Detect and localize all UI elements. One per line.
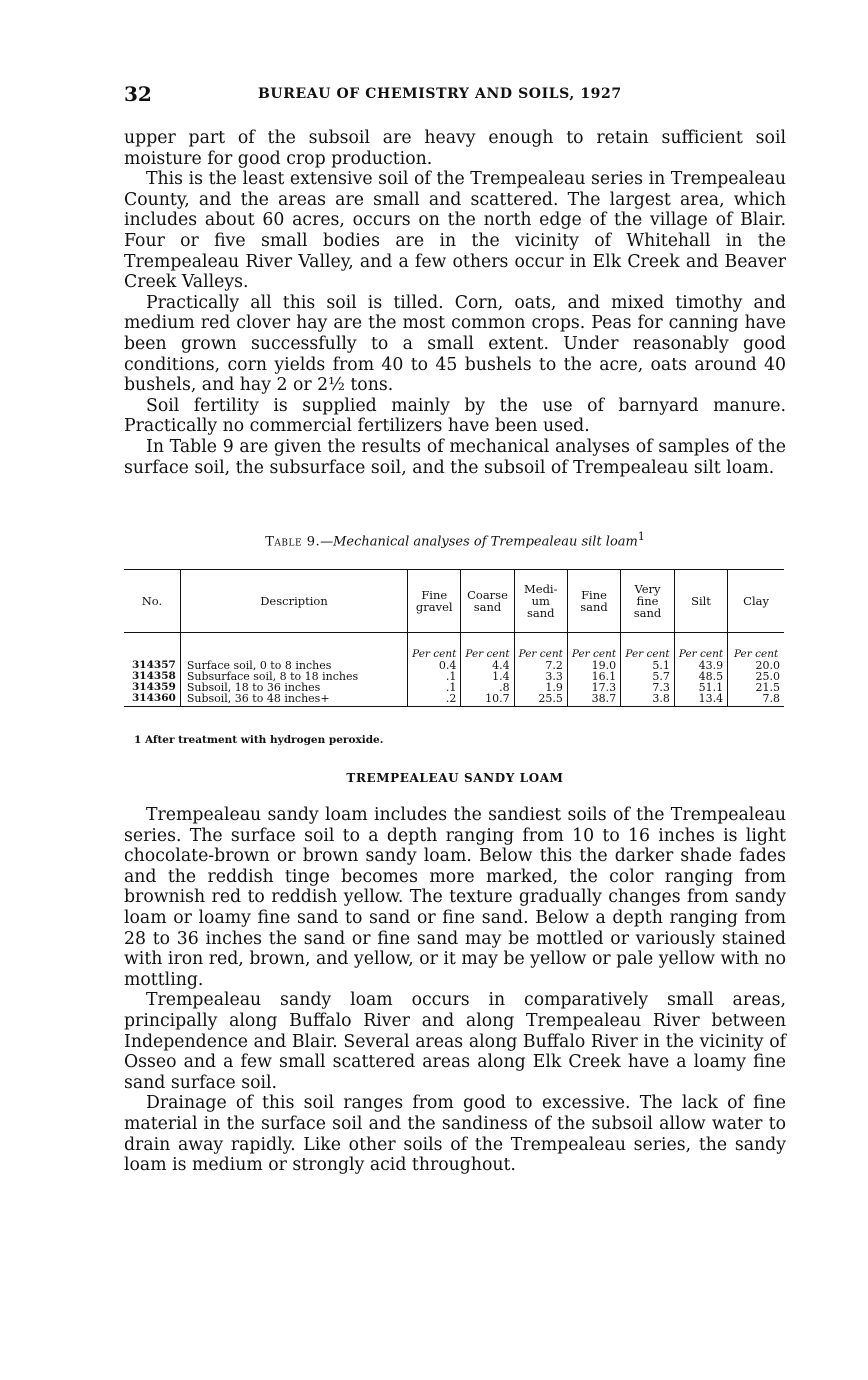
table-cell: 7.8 xyxy=(728,693,784,707)
table-cell: 10.7 xyxy=(461,693,514,707)
units-cell: Per cent xyxy=(408,633,461,661)
sample-description: Surface soil, 0 to 8 inches xyxy=(180,660,407,671)
running-title: BUREAU OF CHEMISTRY AND SOILS, 1927 xyxy=(258,86,622,102)
column-header: Description xyxy=(180,570,407,633)
table-cell: 16.1 xyxy=(567,671,620,682)
paragraph: Soil fertility is supplied mainly by the use of barnyard manure. Practically no commercial fertilizers have been used. xyxy=(124,395,786,437)
units-cell: Per cent xyxy=(461,633,514,661)
table-cell: 13.4 xyxy=(674,693,727,707)
body-text-top xyxy=(124,128,786,478)
units-cell: Per cent xyxy=(621,633,675,661)
table-cell: .2 xyxy=(408,693,461,707)
table-row xyxy=(124,693,784,707)
table-cell: 19.0 xyxy=(567,660,620,671)
column-header: Silt xyxy=(674,570,727,633)
units-cell: Per cent xyxy=(674,633,727,661)
units-row xyxy=(124,633,784,661)
paragraph: Trempealeau sandy loam occurs in comparatively small areas, principally along Buffalo River and along Trempealeau River between Independence and Blair. Several areas along Buffalo River in the vicinity of Osseo and a few small scattered areas along Elk Creek have a loamy fine sand surface soil. xyxy=(124,990,786,1093)
column-header: Fine gravel xyxy=(408,570,461,633)
table-caption-label: Table 9. xyxy=(265,534,321,550)
column-header: Clay xyxy=(728,570,784,633)
table-cell: 7.2 xyxy=(514,660,567,671)
table-cell: 25.0 xyxy=(728,671,784,682)
table-cell: 5.7 xyxy=(621,671,675,682)
section-heading: TREMPEALEAU SANDY LOAM xyxy=(346,771,564,785)
table-cell: 7.3 xyxy=(621,682,675,693)
sample-number: 314360 xyxy=(124,693,180,707)
table-cell: 20.0 xyxy=(728,660,784,671)
table-cell: 51.1 xyxy=(674,682,727,693)
running-head xyxy=(124,82,786,106)
table-cell: 17.3 xyxy=(567,682,620,693)
table-header-row xyxy=(124,570,784,633)
paragraph: Practically all this soil is tilled. Corn, oats, and mixed timothy and medium red clover hay are the most common crops. Peas for canning have been grown successfully to a small extent. Under reasonably good conditions, corn yields from 40 to 45 bushels to the acre, oats around 40 bushels, and hay 2 or 2½ tons. xyxy=(124,292,786,396)
table-cell: 1.9 xyxy=(514,682,567,693)
sample-number: 314357 xyxy=(132,659,176,671)
column-header: Fine sand xyxy=(567,570,620,633)
table-cell: .8 xyxy=(461,682,514,693)
table-cell: 1.4 xyxy=(461,671,514,682)
sample-description: Subsoil, 18 to 36 inches xyxy=(180,682,407,693)
sample-number: 314358 xyxy=(132,670,176,682)
table-cell: .1 xyxy=(408,671,461,682)
column-header: Coarse sand xyxy=(461,570,514,633)
sample-description: Subsurface soil, 8 to 18 inches xyxy=(180,671,407,682)
table-cell: 0.4 xyxy=(408,660,461,671)
table-cell: 5.1 xyxy=(621,660,675,671)
sample-number: 314359 xyxy=(132,681,176,693)
units-cell: Per cent xyxy=(567,633,620,661)
column-header: Very fine sand xyxy=(621,570,675,633)
table-caption xyxy=(124,530,786,549)
sample-description: Subsoil, 36 to 48 inches+ xyxy=(180,693,407,707)
page-number: 32 xyxy=(124,82,152,106)
mechanical-analyses-table xyxy=(124,569,784,707)
table-caption-footnote-mark: 1 xyxy=(637,530,645,543)
units-cell: Per cent xyxy=(728,633,784,661)
table-cell: 25.5 xyxy=(514,693,567,707)
table-caption-title: —Mechanical analyses of Trempealeau silt loam xyxy=(320,534,638,550)
table-cell: 43.9 xyxy=(674,660,727,671)
table-footnote: 1 After treatment with hydrogen peroxide. xyxy=(134,734,384,746)
table-cell: .1 xyxy=(408,682,461,693)
paragraph: Drainage of this soil ranges from good to excessive. The lack of fine material in the surface soil and the sandiness of the subsoil allow water to drain away rapidly. Like other soils of the Trempealeau series, the sandy loam is medium or strongly acid throughout. xyxy=(124,1093,786,1176)
table-cell: 4.4 xyxy=(461,660,514,671)
column-header: No. xyxy=(124,570,180,633)
table-cell: 21.5 xyxy=(728,682,784,693)
units-cell: Per cent xyxy=(514,633,567,661)
table-cell: 3.3 xyxy=(514,671,567,682)
paragraph: In Table 9 are given the results of mechanical analyses of samples of the surface soil, the subsurface soil, and the subsoil of Trempealeau silt loam. xyxy=(124,436,786,478)
table-cell: 48.5 xyxy=(674,671,727,682)
body-text-bottom xyxy=(124,805,786,1176)
table-cell: 38.7 xyxy=(567,693,620,707)
paragraph: Trempealeau sandy loam includes the sandiest soils of the Trempealeau series. The surface soil to a depth ranging from 10 to 16 inches is light chocolate-brown or brown sandy loam. Below this the darker shade fades and the reddish tinge becomes more marked, the color ranging from brownish red to reddish yellow. The texture gradually changes from sandy loam or loamy fine sand to sand or fine sand. Below a depth ranging from 28 to 36 inches the sand or fine sand may be mottled or variously stained with iron red, brown, and yellow, or it may be yellow or pale yellow with no mottling. xyxy=(124,805,786,990)
paragraph: This is the least extensive soil of the Trempealeau series in Trempealeau County, and the areas are small and scattered. The largest area, which includes about 60 acres, occurs on the north edge of the village of Blair. Four or five small bodies are in the vicinity of Whitehall in the Trempealeau River Valley, and a few others occur in Elk Creek and Beaver Creek Valleys. xyxy=(124,169,786,293)
table-cell: 3.8 xyxy=(621,693,675,707)
paragraph: upper part of the subsoil are heavy enough to retain sufficient soil moisture for good crop production. xyxy=(124,128,786,169)
column-header: Medi-um sand xyxy=(514,570,567,633)
